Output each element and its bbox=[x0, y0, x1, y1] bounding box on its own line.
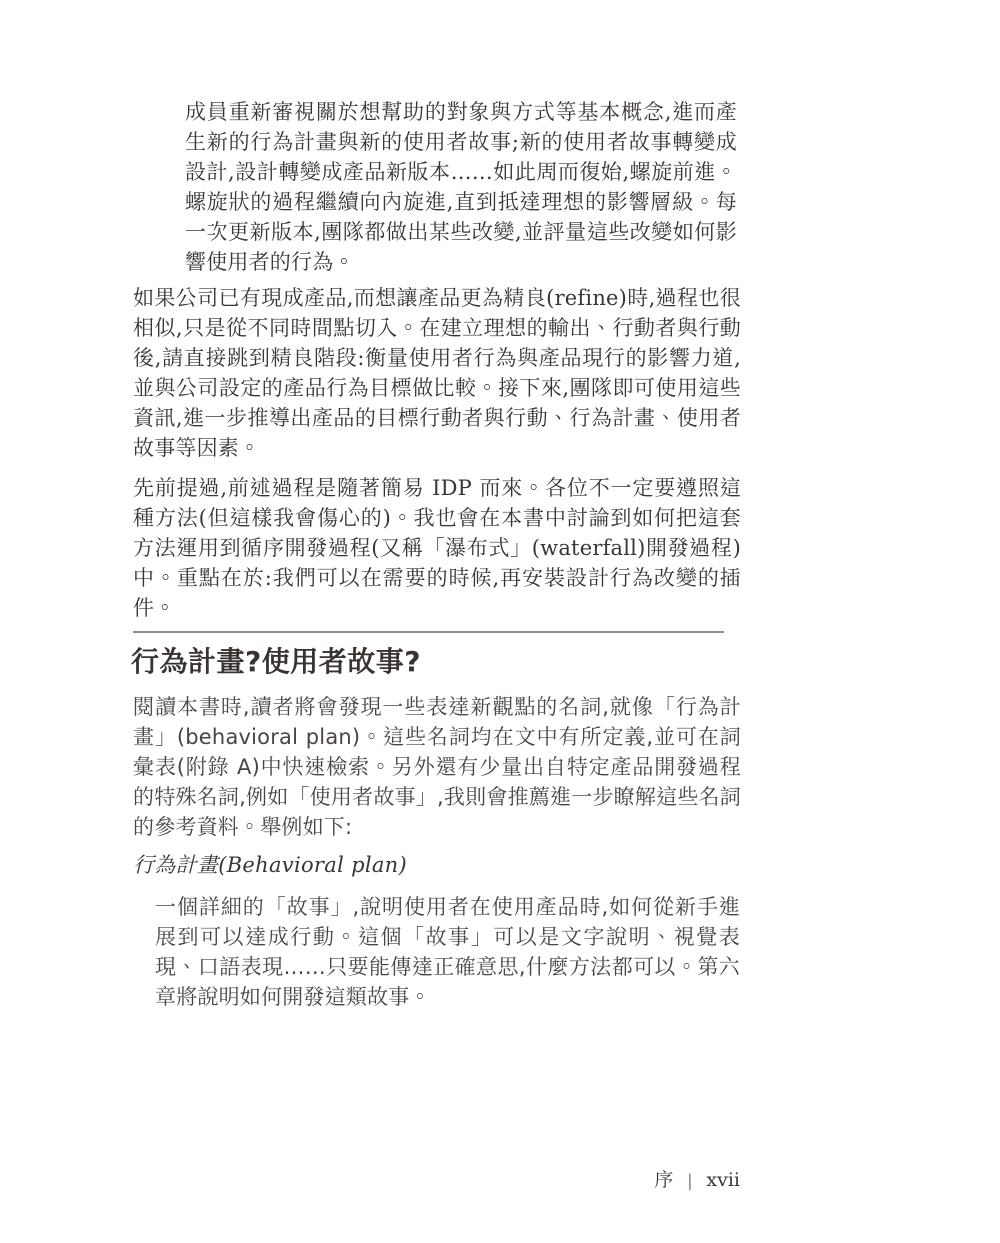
footer-separator: | bbox=[687, 1171, 693, 1191]
blockquote-spiral-process: 成員重新審視關於想幫助的對象與方式等基本概念,進而產生新的行為計畫與新的使用者故事;新的使用者故事轉變成設計,設計轉變成產品新版本……如此周而復始,螺旋前進。螺旋狀的過程繼續向內旋進,直到抵達理想的影響層級。每一次更新版本,團隊都做出某些改變,並評量這些改變如何影響使用者的行為。 bbox=[185, 100, 737, 274]
section-divider-rule bbox=[133, 631, 724, 633]
paragraph-idp-method: 先前提過,前述過程是隨著簡易 IDP 而來。各位不一定要遵照這種方法(但這樣我會傷心的)。我也會在本書中討論到如何把這套方法運用到循序開發過程(又稱「瀑布式」(waterfall)開發過程)中。重點在於:我們可以在需要的時候,再安裝設計行為改變的插件。 bbox=[133, 476, 741, 620]
glossary-term-definition: 一個詳細的「故事」,說明使用者在使用產品時,如何從新手進展到可以達成行動。這個「故事」可以是文字說明、視覺表現、口語表現……只要能傳達正確意思,什麼方法都可以。第六章將說明如何開發這類故事。 bbox=[155, 895, 740, 1009]
paragraph-refine-process: 如果公司已有現成產品,而想讓產品更為精良(refine)時,過程也很相似,只是從不同時間點切入。在建立理想的輸出、行動者與行動後,請直接跳到精良階段:衡量使用者行為與產品現行的影響力道,並與公司設定的產品行為目標做比較。接下來,團隊即可使用這些資訊,進一步推導出產品的目標行動者與行動、行為計畫、使用者故事等因素。 bbox=[133, 286, 741, 460]
footer-page-number: xvii bbox=[706, 1169, 740, 1191]
glossary-term-heading: 行為計畫(Behavioral plan) bbox=[133, 853, 407, 877]
footer-chapter-label: 序 bbox=[654, 1169, 674, 1191]
paragraph-terminology-intro: 閱讀本書時,讀者將會發現一些表達新觀點的名詞,就像「行為計畫」(behavioral plan)。這些名詞均在文中有所定義,並可在詞彙表(附錄 A)中快速檢索。另外還有少量出自特定產品開發過程的特殊名詞,例如「使用者故事」,我則會推薦進一步瞭解這些名詞的參考資料。舉例如下: bbox=[133, 695, 741, 839]
section-heading-behavior-plan-user-story: 行為計畫?使用者故事? bbox=[131, 645, 421, 678]
page-footer bbox=[654, 1167, 740, 1194]
